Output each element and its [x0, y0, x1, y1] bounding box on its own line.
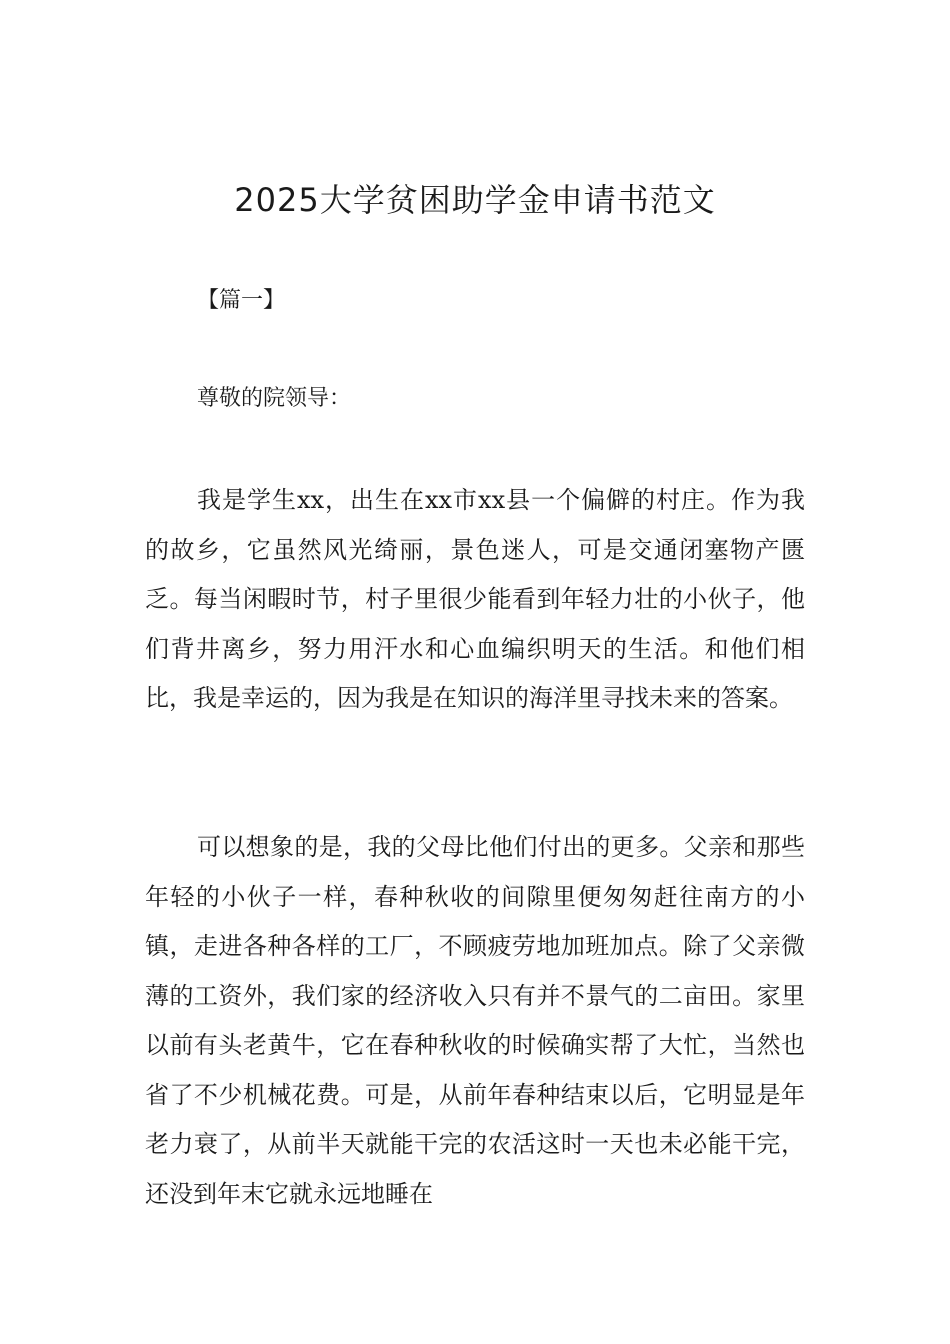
salutation: 尊敬的院领导： — [197, 386, 352, 411]
document-title: 2025大学贫困助学金申请书范文 — [234, 181, 716, 219]
section-label: 【篇一】 — [197, 288, 286, 313]
body-paragraph: 可以想象的是，我的父母比他们付出的更多。父亲和那些年轻的小伙子一样，春种秋收的间隙里便匆匆赶往南方的小镇，走进各种各样的工厂，不顾疲劳地加班加点。除了父亲微薄的工资外，我们家的经济收入只有并不景气的二亩田。家里以前有头老黄牛，它在春种秋收的时候确实帮了大忙，当然也省了不少机械花费。可是，从前年春种结束以后，它明显是年老力衰了，从前半天就能干完的农活这时一天也未必能干完，还没到年末它就永远地睡在 — [145, 833, 805, 1208]
body-paragraph: 我是学生xx，出生在xx市xx县一个偏僻的村庄。作为我的故乡，它虽然风光绮丽，景色迷人，可是交通闭塞物产匮乏。每当闲暇时节，村子里很少能看到年轻力壮的小伙子，他们背井离乡，努力用汗水和心血编织明天的生活。和他们相比，我是幸运的，因为我是在知识的海洋里寻找未来的答案。 — [145, 486, 805, 712]
